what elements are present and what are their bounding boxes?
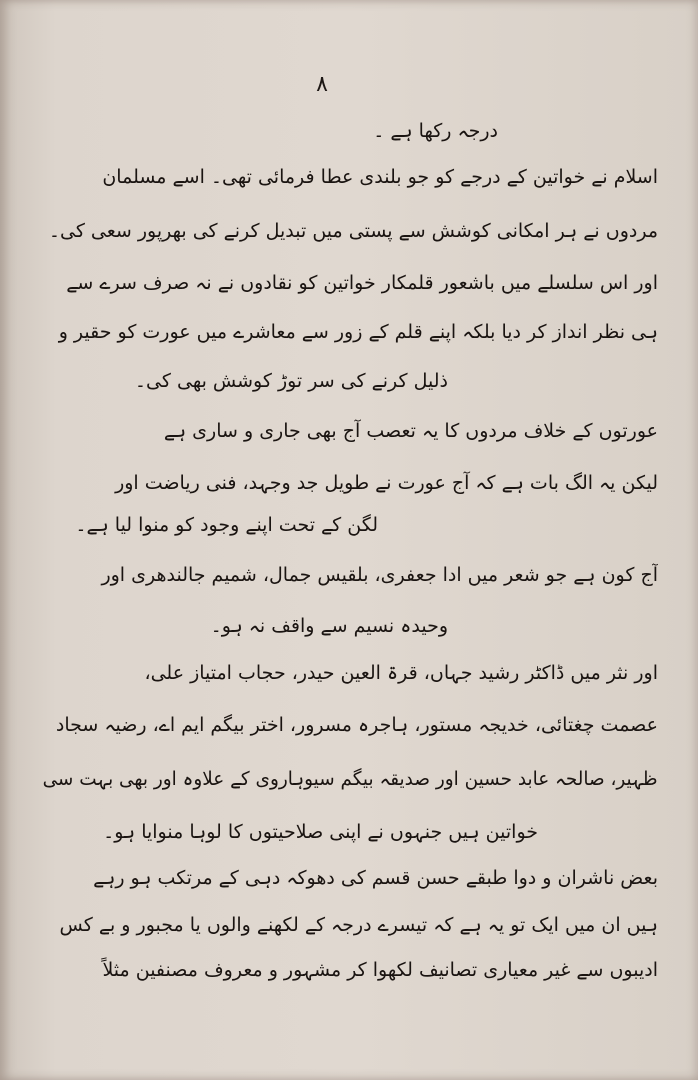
- page-number: ۸: [316, 72, 328, 97]
- text-line-13: عصمت چغتائی، خدیجہ مستور، ہاجرہ مسرور، اختر بیگم ایم اے، رضیہ سجاد: [55, 714, 658, 736]
- text-line-16: بعض ناشران و دوا طبقے حسن قسم کی دھوکہ دہی کے مرتکب ہو رہے: [93, 867, 658, 889]
- text-line-2: اسلام نے خواتین کے درجے کو جو بلندی عطا فرمائی تھی۔ اسے مسلمان: [102, 166, 658, 188]
- text-line-14: ظہیر، صالحہ عابد حسین اور صدیقہ بیگم سیوہاروی کے علاوہ اور بھی بہت سی: [43, 768, 658, 790]
- text-line-5: ہی نظر انداز کر دیا بلکہ اپنے قلم کے زور سے معاشرے میں عورت کو حقیر و: [58, 321, 658, 343]
- text-line-9: لگن کے تحت اپنے وجود کو منوا لیا ہے۔: [75, 514, 378, 536]
- text-line-11: وحیدہ نسیم سے واقف نہ ہو۔: [210, 615, 448, 637]
- text-line-1: درجہ رکھا ہے ۔: [373, 120, 498, 142]
- text-line-3: مردوں نے ہر امکانی کوشش سے پستی میں تبدیل کرنے کی بھرپور سعی کی۔: [48, 220, 658, 242]
- text-line-12: اور نثر میں ڈاکٹر رشید جہاں، قرۃ العین حیدر، حجاب امتیاز علی،: [144, 662, 658, 684]
- text-line-6: ذلیل کرنے کی سر توڑ کوشش بھی کی۔: [134, 370, 448, 392]
- text-line-15: خواتین ہیں جنہوں نے اپنی صلاحیتوں کا لوہا منوایا ہو۔: [103, 821, 538, 843]
- text-line-18: ادیبوں سے غیر معیاری تصانیف لکھوا کر مشہور و معروف مصنفین مثلاً: [102, 959, 658, 981]
- text-line-7: عورتوں کے خلاف مردوں کا یہ تعصب آج بھی جاری و ساری ہے: [163, 420, 658, 442]
- text-line-8: لیکن یہ الگ بات ہے کہ آج عورت نے طویل جد وجہد، فنی ریاضت اور: [115, 472, 658, 494]
- text-line-10: آج کون ہے جو شعر میں ادا جعفری، بلقیس جمال، شمیم جالندھری اور: [101, 564, 658, 586]
- text-line-17: ہیں ان میں ایک تو یہ ہے کہ تیسرے درجہ کے لکھنے والوں یا مجبور و بے کس: [59, 914, 658, 936]
- text-line-4: اور اس سلسلے میں باشعور قلمکار خواتین کو نقادوں نے نہ صرف سرے سے: [66, 272, 658, 294]
